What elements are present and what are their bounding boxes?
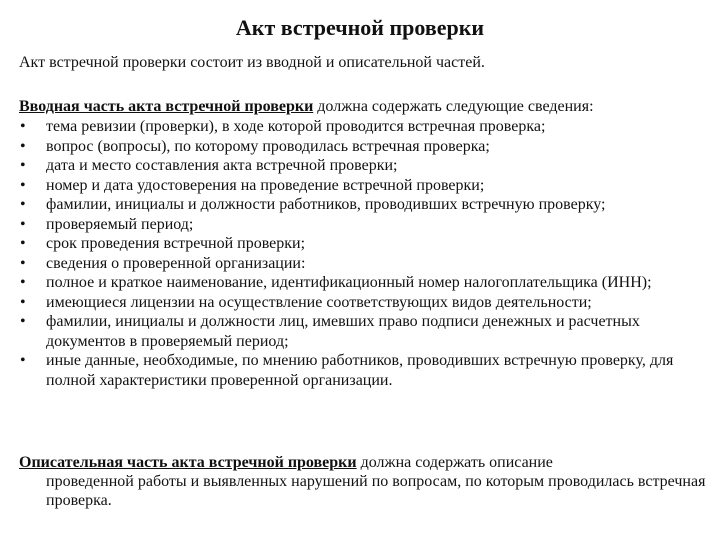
list-item <box>19 156 714 176</box>
list-item-text: фамилии, инициалы и должности лиц, имевших право подписи денежных и расчетных документов в проверяемый период; <box>46 313 640 350</box>
bullet-icon: • <box>20 352 26 369</box>
introductory-part-heading-tail: должна содержать следующие сведения: <box>313 98 594 115</box>
list-item-text: проверяемый период; <box>46 215 194 233</box>
intro-paragraph: Акт встречной проверки состоит из вводной и описательной частей. <box>19 54 485 71</box>
list-item <box>19 215 714 235</box>
bullet-icon: • <box>20 157 26 174</box>
descriptive-part-text: проведенной работы и выявленных нарушений по вопросам, по которым проводилась встречная проверка. <box>46 473 706 509</box>
list-item <box>19 254 714 274</box>
list-item <box>19 293 714 313</box>
list-item <box>19 273 714 293</box>
bullet-icon: • <box>20 235 26 252</box>
list-item-text: сведения о проверенной организации: <box>46 254 306 272</box>
bullet-icon: • <box>20 176 26 194</box>
bullet-icon: • <box>20 215 26 233</box>
list-item-text: номер и дата удостоверения на проведение встречной проверки; <box>46 176 485 194</box>
list-item-text: полное и краткое наименование, идентификационный номер налогоплательщика (ИНН); <box>46 274 652 291</box>
introductory-part-section <box>19 97 714 390</box>
list-item-text: имеющиеся лицензии на осуществление соответствующих видов деятельности; <box>46 293 592 311</box>
list-item <box>19 137 714 157</box>
bullet-icon: • <box>20 254 26 272</box>
introductory-items-list <box>19 117 714 390</box>
descriptive-part-section <box>19 453 717 510</box>
list-item <box>19 117 714 137</box>
bullet-icon: • <box>20 293 26 311</box>
introductory-part-heading: Вводная часть акта встречной проверки <box>19 98 314 115</box>
list-item-text: тема ревизии (проверки), в ходе которой проводится встречная проверка; <box>46 118 546 135</box>
descriptive-part-heading-tail: должна содержать описание <box>356 454 553 471</box>
list-item-text: вопрос (вопросы), по которому проводилась встречная проверка; <box>46 137 490 155</box>
list-item-text: иные данные, необходимые, по мнению работников, проводивших встречную проверку, для полной характеристики проверенной организации. <box>46 352 674 389</box>
list-item <box>19 351 714 390</box>
list-item <box>19 234 714 254</box>
introductory-part-lead <box>19 97 714 117</box>
bullet-icon: • <box>20 313 26 330</box>
list-item <box>19 312 714 351</box>
bullet-icon: • <box>20 274 26 291</box>
bullet-icon: • <box>20 196 26 213</box>
bullet-icon: • <box>20 137 26 155</box>
bullet-icon: • <box>20 118 26 135</box>
descriptive-part-heading: Описательная часть акта встречной проверки <box>19 454 357 471</box>
list-item-text: срок проведения встречной проверки; <box>46 235 306 252</box>
list-item-text: фамилии, инициалы и должности работников, проводивших встречную проверку; <box>46 196 606 213</box>
descriptive-part-lead <box>19 453 717 472</box>
document-title: Акт встречной проверки <box>235 15 485 40</box>
list-item-text: дата и место составления акта встречной проверки; <box>46 157 398 174</box>
list-item <box>19 195 714 215</box>
list-item <box>19 176 714 196</box>
